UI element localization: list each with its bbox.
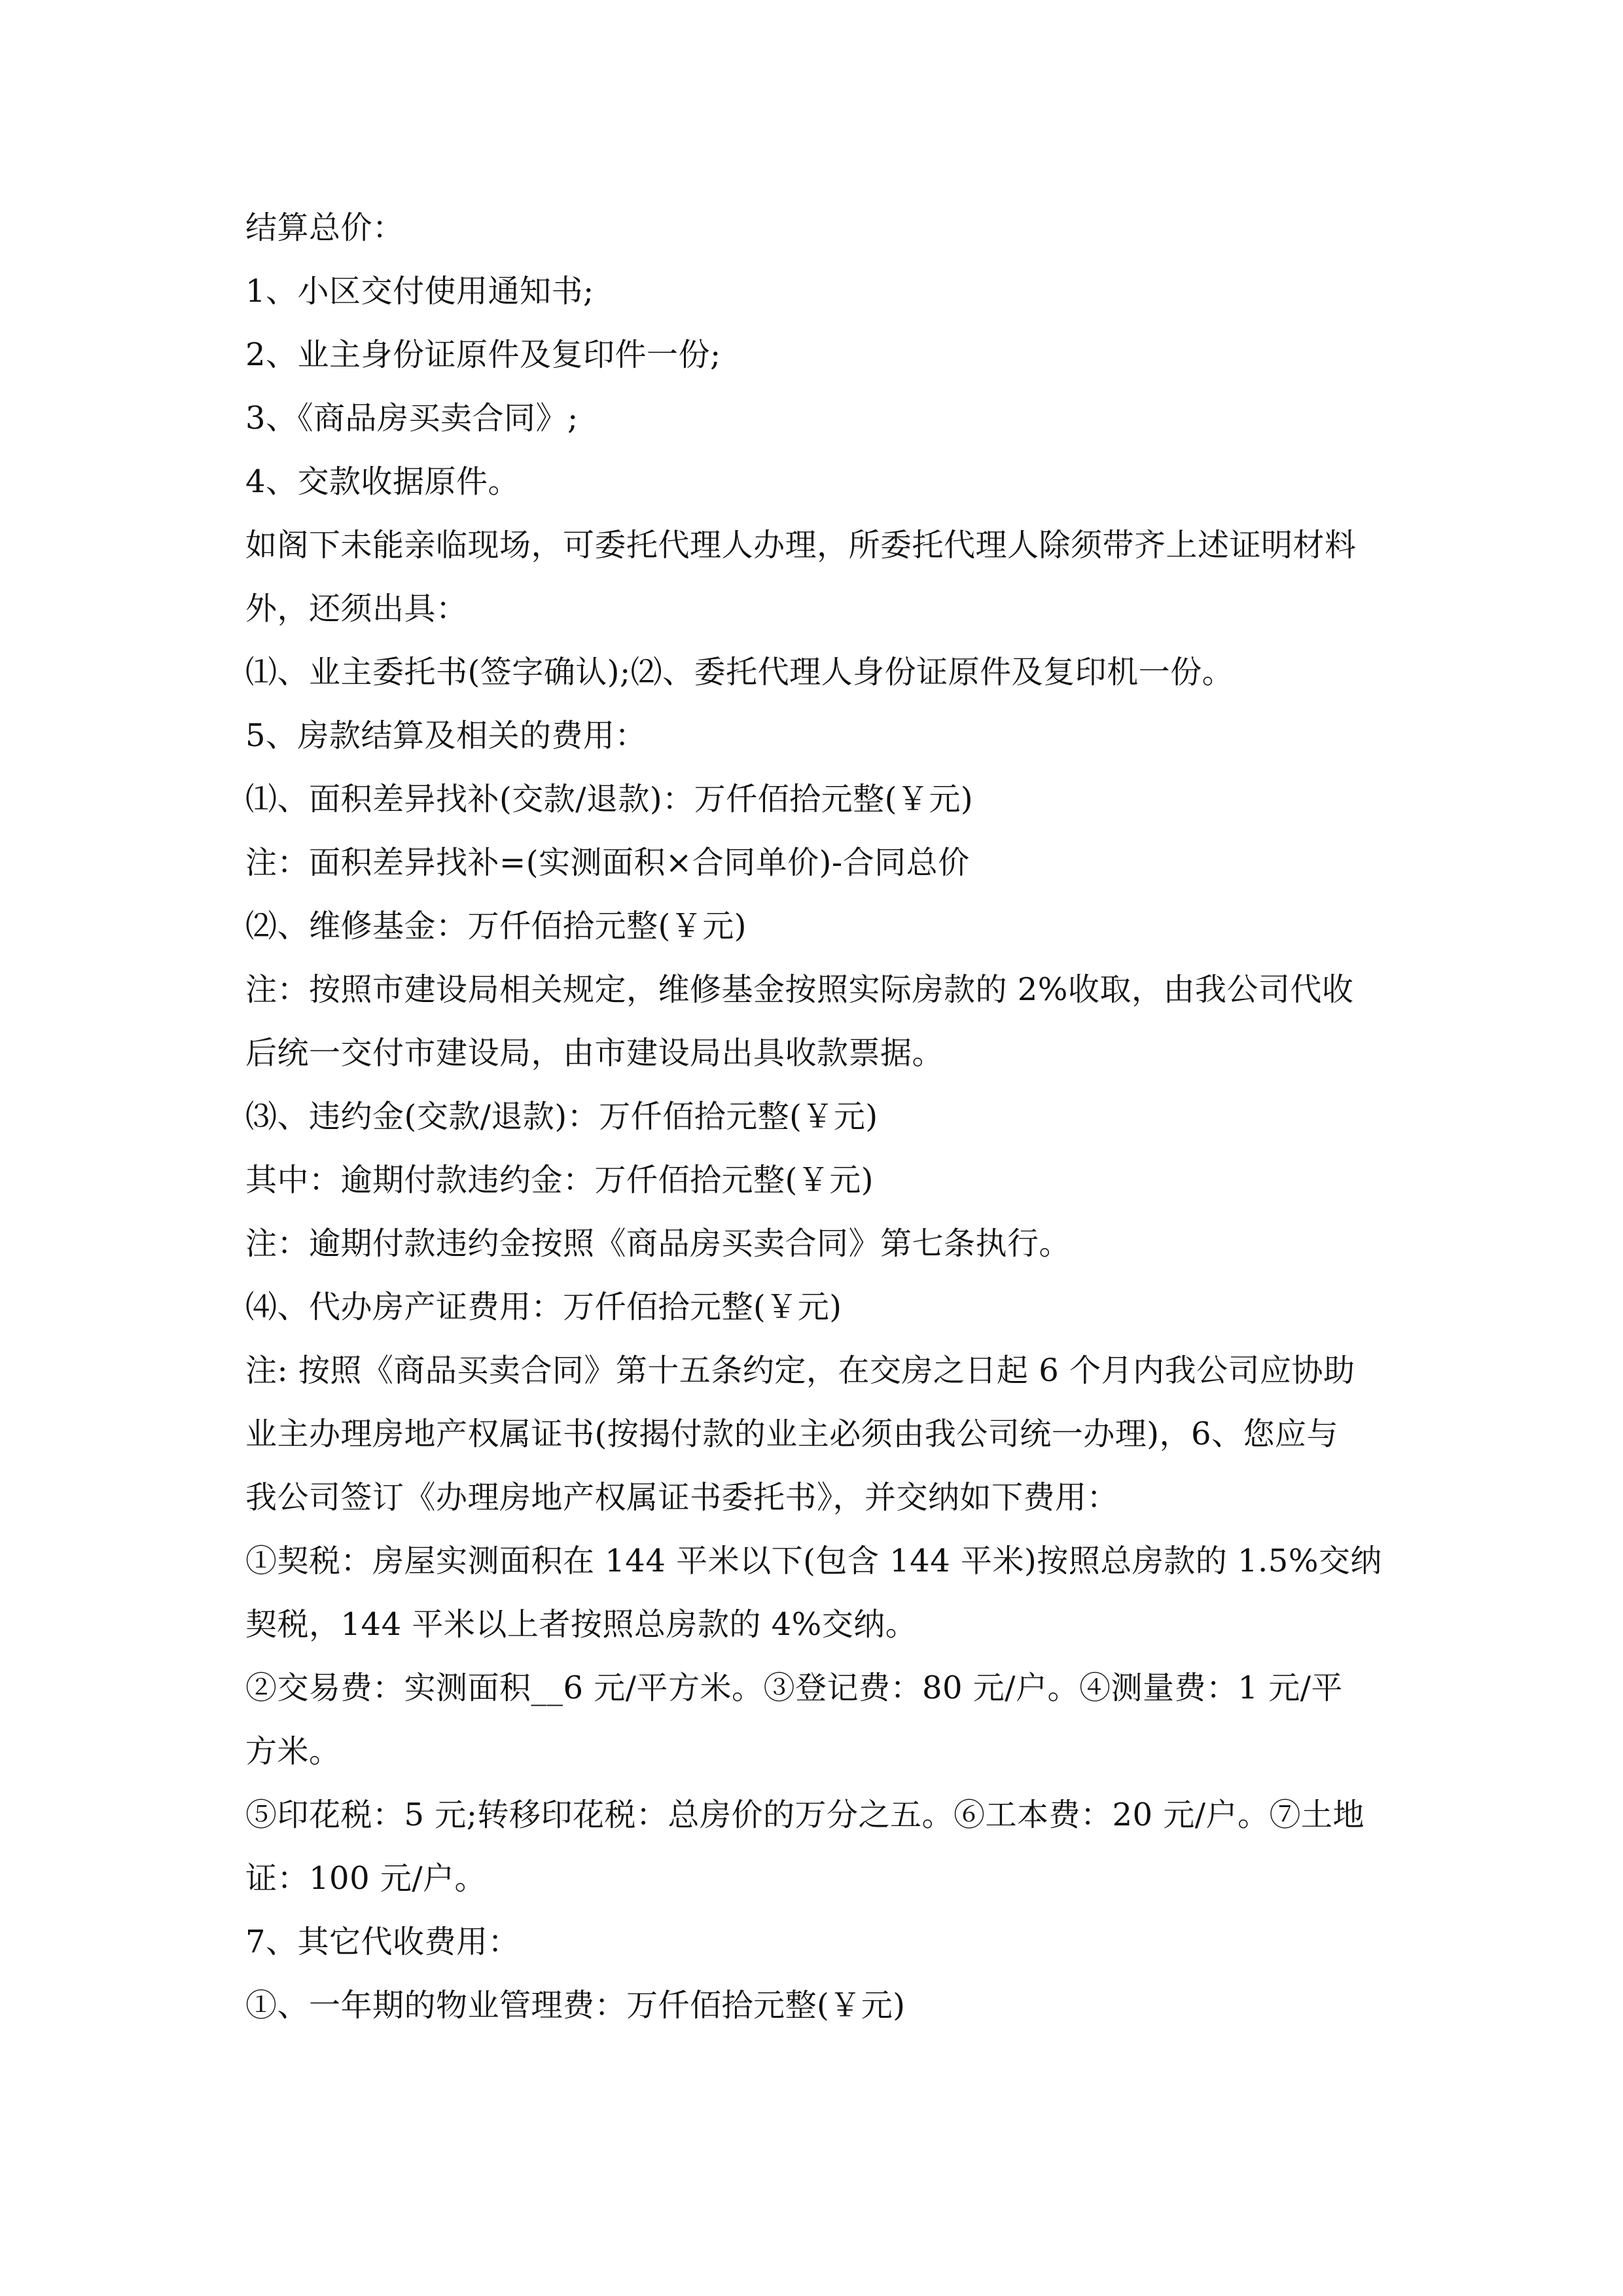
text-line: 注：逾期付款违约金按照《商品房买卖合同》第七条执行。 (245, 1225, 1071, 1262)
text-line: 如阁下未能亲临现场，可委托代理人办理，所委托代理人除须带齐上述证明材料 (245, 527, 1357, 564)
text-line: ⑶、违约金(交款/退款)：万仟佰拾元整(￥元) (245, 1098, 878, 1135)
text-line: 其中：逾期付款违约金：万仟佰拾元整(￥元) (245, 1162, 874, 1198)
text-line: 2、业主身份证原件及复印件一份; (245, 336, 721, 373)
text-line: ⑵、维修基金：万仟佰拾元整(￥元) (245, 908, 747, 944)
text-line: 证：100 元/户。 (245, 1860, 487, 1897)
text-line: 我公司签订《办理房地产权属证书委托书》，并交纳如下费用： (245, 1479, 1119, 1516)
text-line: 5、房款结算及相关的费用： (245, 717, 647, 754)
text-line: ②交易费：实测面积__6 元/平方米。③登记费：80 元/户。④测量费：1 元/平 (245, 1670, 1343, 1706)
text-line: 后统一交付市建设局，由市建设局出具收款票据。 (245, 1035, 944, 1071)
text-line: ⑴、业主委托书(签字确认);⑵、委托代理人身份证原件及复印机一份。 (245, 654, 1234, 691)
text-line: 结算总价： (245, 209, 404, 246)
text-line: 外，还须出具： (245, 590, 468, 627)
text-line: 3、《商品房买卖合同》; (245, 400, 579, 437)
text-line: 1、小区交付使用通知书; (245, 273, 594, 310)
text-line: 注: 按照《商品买卖合同》第十五条约定，在交房之日起 6 个月内我公司应协助 (245, 1352, 1355, 1389)
text-line: 注：按照市建设局相关规定，维修基金按照实际房款的 2%收取，由我公司代收 (245, 971, 1354, 1008)
text-line: 契税，144 平米以上者按照总房款的 4%交纳。 (245, 1606, 918, 1643)
text-line: ①契税：房屋实测面积在 144 平米以下(包含 144 平米)按照总房款的 1.5%交纳 (245, 1543, 1382, 1579)
text-line: 4、交款收据原件。 (245, 463, 520, 500)
text-line: 业主办理房地产权属证书(按揭付款的业主必须由我公司统一办理)，6、您应与 (245, 1416, 1338, 1452)
text-line: ⑴、面积差异找补(交款/退款)：万仟佰拾元整(￥元) (245, 781, 974, 817)
text-line: ①、一年期的物业管理费：万仟佰拾元整(￥元) (245, 1987, 906, 2024)
text-line: 注：面积差异找补=(实测面积×合同单价)-合同总价 (245, 844, 970, 881)
document-body (245, 196, 1384, 2037)
text-line: 7、其它代收费用： (245, 1924, 520, 1960)
text-line: 方米。 (245, 1733, 341, 1770)
text-line: ⑤印花税：5 元;转移印花税：总房价的万分之五。⑥工本费：20 元/户。⑦土地 (245, 1797, 1364, 1833)
text-line: ⑷、代办房产证费用：万仟佰拾元整(￥元) (245, 1289, 842, 1325)
